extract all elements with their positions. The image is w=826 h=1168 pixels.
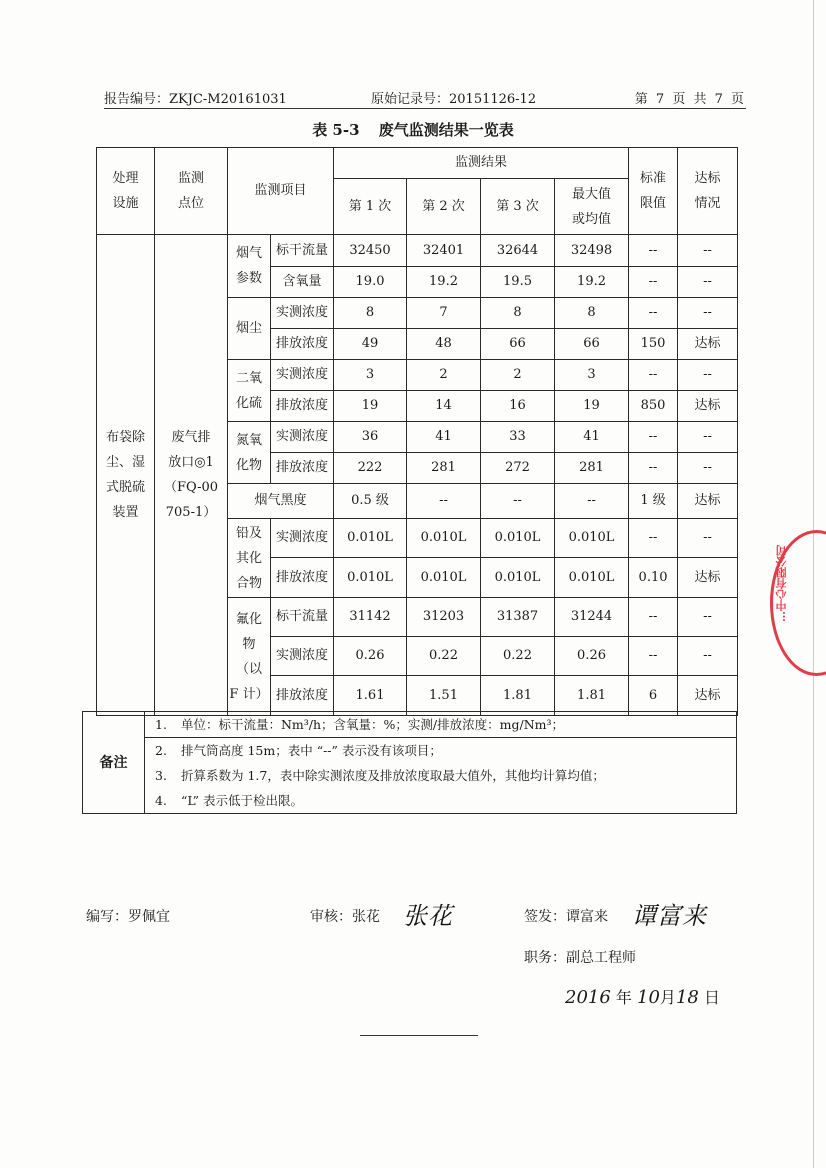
value-cell: 31203 (407, 598, 481, 637)
value-cell: 19.0 (334, 267, 407, 298)
report-number: 报告编号：ZKJC-M20161031 (104, 92, 287, 107)
header-status: 达标 情况 (678, 148, 738, 235)
issuer-signature: 谭富来 (632, 902, 707, 930)
value-cell: 32498 (555, 235, 629, 267)
status-cell: -- (678, 235, 738, 267)
status-cell: -- (678, 360, 738, 391)
value-cell: 2 (481, 360, 555, 391)
value-cell: 1.51 (407, 676, 481, 716)
limit-cell: -- (629, 453, 678, 484)
value-cell: 0.010L (334, 519, 407, 558)
item-cell: 排放浓度 (271, 391, 334, 422)
status-cell: -- (678, 267, 738, 298)
limit-cell: -- (629, 422, 678, 453)
value-cell: 0.26 (334, 637, 407, 676)
value-cell: 1.81 (481, 676, 555, 716)
value-cell: 272 (481, 453, 555, 484)
status-cell: -- (678, 519, 738, 558)
value-cell: 281 (555, 453, 629, 484)
header-run2: 第 2 次 (407, 179, 481, 235)
value-cell: 0.010L (334, 558, 407, 598)
table-title-text: 废气监测结果一览表 (378, 121, 514, 139)
reviewer-signature: 张花 (403, 902, 453, 930)
value-cell: 1.81 (555, 676, 629, 716)
item-cell: 排放浓度 (271, 329, 334, 360)
value-cell: 32450 (334, 235, 407, 267)
status-cell: -- (678, 453, 738, 484)
value-cell: 8 (555, 298, 629, 329)
value-cell: 0.5 级 (334, 484, 407, 519)
table-title (0, 119, 826, 140)
limit-cell: -- (629, 235, 678, 267)
status-cell: -- (678, 637, 738, 676)
status-cell: 达标 (678, 391, 738, 422)
status-cell: -- (678, 598, 738, 637)
value-cell: 8 (481, 298, 555, 329)
header-max: 最大值 或均值 (555, 179, 629, 235)
sign-date: 2016 年 10月18 日 (565, 987, 720, 1008)
item-cell: 标干流量 (271, 598, 334, 637)
value-cell: 19 (555, 391, 629, 422)
value-cell: 8 (334, 298, 407, 329)
header-run3: 第 3 次 (481, 179, 555, 235)
limit-cell: 1 级 (629, 484, 678, 519)
value-cell: 49 (334, 329, 407, 360)
value-cell: 281 (407, 453, 481, 484)
item-cell: 含氧量 (271, 267, 334, 298)
value-cell: 31244 (555, 598, 629, 637)
page-number: 第 7 页 共 7 页 (634, 92, 746, 107)
limit-cell: -- (629, 360, 678, 391)
value-cell: 0.010L (555, 519, 629, 558)
limit-cell: -- (629, 267, 678, 298)
group-flue-gas: 烟气 参数 (228, 235, 271, 298)
limit-cell: -- (629, 637, 678, 676)
author-label: 编写：罗佩宜 (86, 909, 170, 925)
remarks-table (82, 711, 737, 814)
reviewer-label: 审核：张花 (310, 909, 380, 925)
value-cell: 0.010L (481, 519, 555, 558)
value-cell: 0.010L (407, 519, 481, 558)
value-cell: 0.010L (555, 558, 629, 598)
header-limit: 标准 限值 (629, 148, 678, 235)
limit-cell: 150 (629, 329, 678, 360)
limit-cell: -- (629, 598, 678, 637)
footer-divider (360, 1035, 478, 1036)
exhaust-gas-results-table (96, 147, 738, 716)
item-cell: 实测浓度 (271, 519, 334, 558)
value-cell: -- (407, 484, 481, 519)
value-cell: 32401 (407, 235, 481, 267)
remark-item: 2. 排气筒高度 15m；表中 “--” 表示没有该项目； (145, 738, 737, 764)
status-cell: 达标 (678, 329, 738, 360)
header-facility: 处理 设施 (97, 148, 155, 235)
value-cell: 3 (555, 360, 629, 391)
facility-cell: 布袋除 尘、湿 式脱硫 装置 (97, 235, 155, 716)
group-fluoride: 氟化 物 （以 F 计） (228, 598, 271, 716)
value-cell: 48 (407, 329, 481, 360)
value-cell: -- (481, 484, 555, 519)
value-cell: 0.22 (407, 637, 481, 676)
value-cell: 0.010L (481, 558, 555, 598)
value-cell: -- (555, 484, 629, 519)
remark-item: 3. 折算系数为 1.7，表中除实测浓度及排放浓度取最大值外，其他均计算均值； (145, 763, 737, 788)
value-cell: 0.22 (481, 637, 555, 676)
header-item: 监测项目 (228, 148, 334, 235)
value-cell: 66 (481, 329, 555, 360)
limit-cell: 850 (629, 391, 678, 422)
record-number: 原始记录号：20151126-12 (371, 92, 537, 107)
value-cell: 31142 (334, 598, 407, 637)
value-cell: 41 (555, 422, 629, 453)
remark-item: 1. 单位：标干流量：Nm³/h；含氧量：%；实测/排放浓度：mg/Nm³； (145, 712, 737, 738)
value-cell: 0.26 (555, 637, 629, 676)
value-cell: 19.2 (407, 267, 481, 298)
status-cell: -- (678, 422, 738, 453)
value-cell: 1.61 (334, 676, 407, 716)
value-cell: 19.5 (481, 267, 555, 298)
value-cell: 31387 (481, 598, 555, 637)
header-results: 监测结果 (334, 148, 629, 179)
value-cell: 3 (334, 360, 407, 391)
value-cell: 41 (407, 422, 481, 453)
value-cell: 19 (334, 391, 407, 422)
value-cell: 7 (407, 298, 481, 329)
value-cell: 0.010L (407, 558, 481, 598)
issuer-label: 签发：谭富来 (524, 909, 608, 925)
item-cell: 实测浓度 (271, 637, 334, 676)
group-lead: 铅及 其化 合物 (228, 519, 271, 598)
table-row (97, 235, 738, 267)
limit-cell: -- (629, 298, 678, 329)
item-cell: 标干流量 (271, 235, 334, 267)
page-header (104, 86, 746, 109)
seal-text: …中心有限公司 (775, 545, 788, 622)
remarks-label: 备注 (83, 712, 145, 814)
item-cell: 排放浓度 (271, 676, 334, 716)
value-cell: 19.2 (555, 267, 629, 298)
status-cell: 达标 (678, 676, 738, 716)
limit-cell: -- (629, 519, 678, 558)
remark-item: 4. “L” 表示低于检出限。 (145, 788, 737, 814)
item-cell: 实测浓度 (271, 298, 334, 329)
item-cell: 排放浓度 (271, 453, 334, 484)
item-cell: 实测浓度 (271, 360, 334, 391)
point-cell: 废气排 放口◎1 （FQ-00 705-1） (155, 235, 228, 716)
table-number: 表 5-3 (312, 121, 360, 139)
status-cell: -- (678, 298, 738, 329)
value-cell: 33 (481, 422, 555, 453)
status-cell: 达标 (678, 558, 738, 598)
value-cell: 36 (334, 422, 407, 453)
item-cell: 排放浓度 (271, 558, 334, 598)
header-run1: 第 1 次 (334, 179, 407, 235)
group-blackness: 烟气黑度 (228, 484, 334, 519)
position-label: 职务：副总工程师 (524, 950, 636, 966)
value-cell: 66 (555, 329, 629, 360)
group-so2: 二氧 化硫 (228, 360, 271, 422)
limit-cell: 0.10 (629, 558, 678, 598)
status-cell: 达标 (678, 484, 738, 519)
value-cell: 14 (407, 391, 481, 422)
group-nox: 氮氧 化物 (228, 422, 271, 484)
value-cell: 32644 (481, 235, 555, 267)
header-point: 监测 点位 (155, 148, 228, 235)
value-cell: 2 (407, 360, 481, 391)
item-cell: 实测浓度 (271, 422, 334, 453)
limit-cell: 6 (629, 676, 678, 716)
value-cell: 222 (334, 453, 407, 484)
group-dust: 烟尘 (228, 298, 271, 360)
value-cell: 16 (481, 391, 555, 422)
